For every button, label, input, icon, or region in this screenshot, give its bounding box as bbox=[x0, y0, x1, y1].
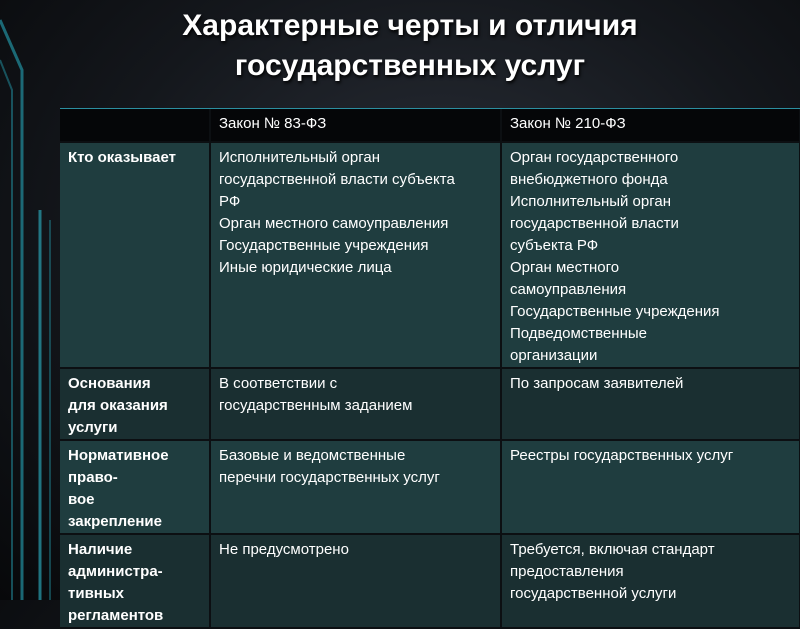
cell-law-83: Исполнительный орган государственной власти субъекта РФ Орган местного самоуправления Государственные учреждения Иные юридические лица bbox=[210, 142, 501, 368]
row-label: Наличие администра- тивных регламентов bbox=[60, 534, 210, 628]
table-row bbox=[60, 368, 800, 440]
page-title bbox=[60, 6, 760, 86]
table-row bbox=[60, 142, 800, 368]
cell-law-210: Реестры государственных услуг bbox=[501, 440, 800, 534]
header-empty-cell bbox=[60, 109, 210, 142]
table-row bbox=[60, 440, 800, 534]
cell-law-83: Не предусмотрено bbox=[210, 534, 501, 628]
row-label: Нормативное право- вое закрепление bbox=[60, 440, 210, 534]
header-law-210: Закон № 210-ФЗ bbox=[501, 109, 800, 142]
row-label: Кто оказывает bbox=[60, 142, 210, 368]
cell-law-83: Базовые и ведомственные перечни государственных услуг bbox=[210, 440, 501, 534]
table-row bbox=[60, 534, 800, 628]
cell-law-210: Требуется, включая стандарт предоставления государственной услуги bbox=[501, 534, 800, 628]
title-line-2: государственных услуг bbox=[234, 49, 586, 82]
row-label: Основания для оказания услуги bbox=[60, 368, 210, 440]
cell-law-210: Орган государственного внебюджетного фонда Исполнительный орган государственной власти субъекта РФ Орган местного самоуправления Государственные учреждения Подведомственные организации bbox=[501, 142, 800, 368]
cell-law-210: По запросам заявителей bbox=[501, 368, 800, 440]
title-line-1: Характерные черты и отличия bbox=[182, 9, 638, 42]
comparison-table bbox=[60, 109, 800, 629]
header-law-83: Закон № 83-ФЗ bbox=[210, 109, 501, 142]
table-header-row bbox=[60, 109, 800, 142]
cell-law-83: В соответствии с государственным заданием bbox=[210, 368, 501, 440]
